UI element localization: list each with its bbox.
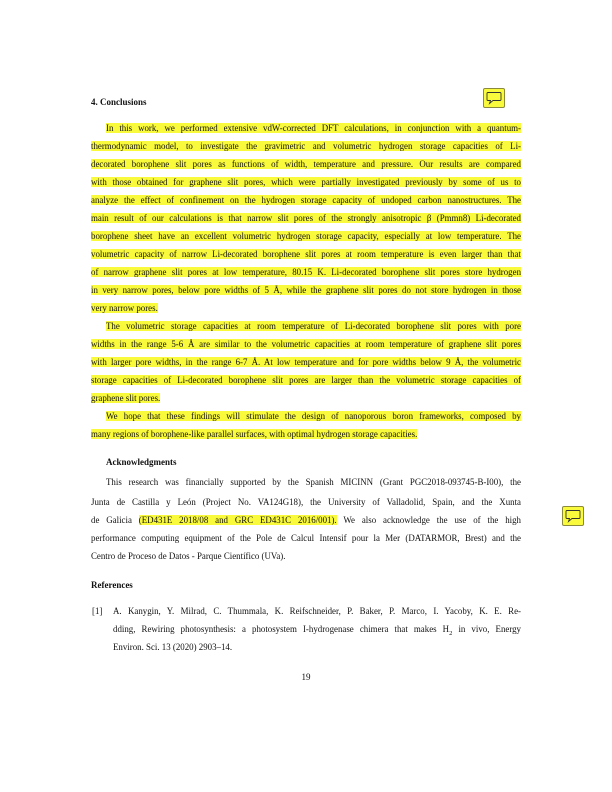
highlighted-text: with larger pore widths, in the range 6-7 Å. At low temperature and for pore widths below 9 Å, the volumetric xyxy=(91,357,521,367)
comment-note-icon[interactable] xyxy=(562,506,584,526)
acknowledgments-line xyxy=(91,515,521,526)
reference-number: [1] xyxy=(92,606,103,616)
paragraph-line xyxy=(91,429,521,440)
highlighted-text: borophene sheet have an excellent volumetric hydrogen storage capacity, especially at low temperature. The xyxy=(91,231,521,241)
paragraph-line xyxy=(91,285,521,296)
comment-note-icon[interactable] xyxy=(483,88,505,108)
page-number: 19 xyxy=(301,672,311,682)
speech-bubble-icon xyxy=(565,509,581,523)
speech-bubble-icon xyxy=(486,91,502,105)
paragraph-line xyxy=(91,393,521,404)
highlighted-text: main result of our calculations is that narrow slit pores of the strongly anisotropic β (Pmmn8) Li-decorated xyxy=(91,213,521,223)
reference-text: dding, Rewiring photosynthesis: a photosystem I-hydrogenase chimera that makes H xyxy=(113,624,450,634)
acknowledgments-line: Centro de Proceso de Datos - Parque Científico (UVa). xyxy=(91,551,286,561)
paragraph-line xyxy=(91,195,521,206)
paragraph-line xyxy=(91,159,521,170)
highlighted-text: very narrow pores. xyxy=(91,303,158,313)
highlighted-text: (ED431E 2018/08 and GRC ED431C 2016/001). xyxy=(138,515,337,525)
highlighted-text: storage capacities of Li-decorated borophene slit pores are larger than the volumetric storage capacities of xyxy=(91,375,521,385)
highlighted-text: with those obtained for graphene slit pores, which were partially investigated previously by some of us to xyxy=(91,177,521,187)
highlighted-text: thermodynamic model, to investigate the gravimetric and volumetric hydrogen storage capacities of Li- xyxy=(91,141,521,151)
section-title: 4. Conclusions xyxy=(91,97,147,107)
paragraph-line xyxy=(91,267,521,278)
paragraph-line xyxy=(106,321,521,332)
paragraph-line xyxy=(106,411,521,422)
highlighted-text: The volumetric storage capacities at room temperature of Li-decorated borophene slit pores with pore xyxy=(106,321,521,331)
paragraph-line xyxy=(91,213,521,224)
highlighted-text: graphene slit pores. xyxy=(91,393,161,403)
highlighted-text: widths in the range 5-6 Å are similar to the volumetric capacities at room temperature of graphene slit pores xyxy=(91,339,521,349)
highlighted-text: many regions of borophene-like parallel surfaces, with optimal hydrogen storage capacities. xyxy=(91,429,418,439)
acknowledgments-line: Junta de Castilla y León (Project No. VA124G18), the University of Valladolid, Spain, and the Xunta xyxy=(91,497,521,507)
reference-line: A. Kanygin, Y. Milrad, C. Thummala, K. Reifschneider, P. Baker, P. Marco, I. Yacoby, K. E. Re- xyxy=(113,606,521,616)
reference-text: in vivo, Energy xyxy=(452,624,521,634)
highlighted-text: volumetric capacity of narrow Li-decorated borophene slit pores at room temperature is even larger than that xyxy=(91,249,521,259)
paragraph-line xyxy=(91,303,521,314)
acknowledgments-title: Acknowledgments xyxy=(106,457,177,467)
highlighted-text: in very narrow pores, below pore widths of 5 Å, while the graphene slit pores do not store hydrogen in those xyxy=(91,285,521,295)
references-title: References xyxy=(91,580,133,590)
paragraph-line xyxy=(106,123,521,134)
paragraph-line xyxy=(91,177,521,188)
paragraph-line xyxy=(91,249,521,260)
highlighted-text: We hope that these findings will stimulate the design of nanoporous boron frameworks, composed by xyxy=(106,411,521,421)
acknowledgments-text: de Galicia xyxy=(91,515,139,525)
acknowledgments-line: performance computing equipment of the Pole de Calcul Intensif pour la Mer (DATARMOR, Brest) and the xyxy=(91,533,521,543)
subscript: 2 xyxy=(449,629,453,635)
highlighted-text: In this work, we performed extensive vdW-corrected DFT calculations, in conjunction with a quantum- xyxy=(106,123,521,133)
paragraph-line xyxy=(91,231,521,242)
acknowledgments-line: This research was financially supported by the Spanish MICINN (Grant PGC2018-093745-B-I00), the xyxy=(106,477,521,487)
highlighted-text: analyze the effect of confinement on the hydrogen storage capacity of undoped carbon nanostructures. The xyxy=(91,195,521,205)
highlighted-text: of narrow graphene slit pores at low temperature, 80.15 K. Li-decorated borophene slit pores store hydrogen xyxy=(91,267,521,277)
paragraph-line xyxy=(91,357,521,368)
acknowledgments-text: We also acknowledge the use of the high xyxy=(336,515,521,525)
reference-line xyxy=(113,624,521,635)
paragraph-line xyxy=(91,375,521,386)
paragraph-line xyxy=(91,141,521,152)
highlighted-text: decorated borophene slit pores as functions of width, temperature and pressure. Our results are compared xyxy=(91,159,521,169)
paragraph-line xyxy=(91,339,521,350)
reference-line: Environ. Sci. 13 (2020) 2903–14. xyxy=(113,642,233,652)
